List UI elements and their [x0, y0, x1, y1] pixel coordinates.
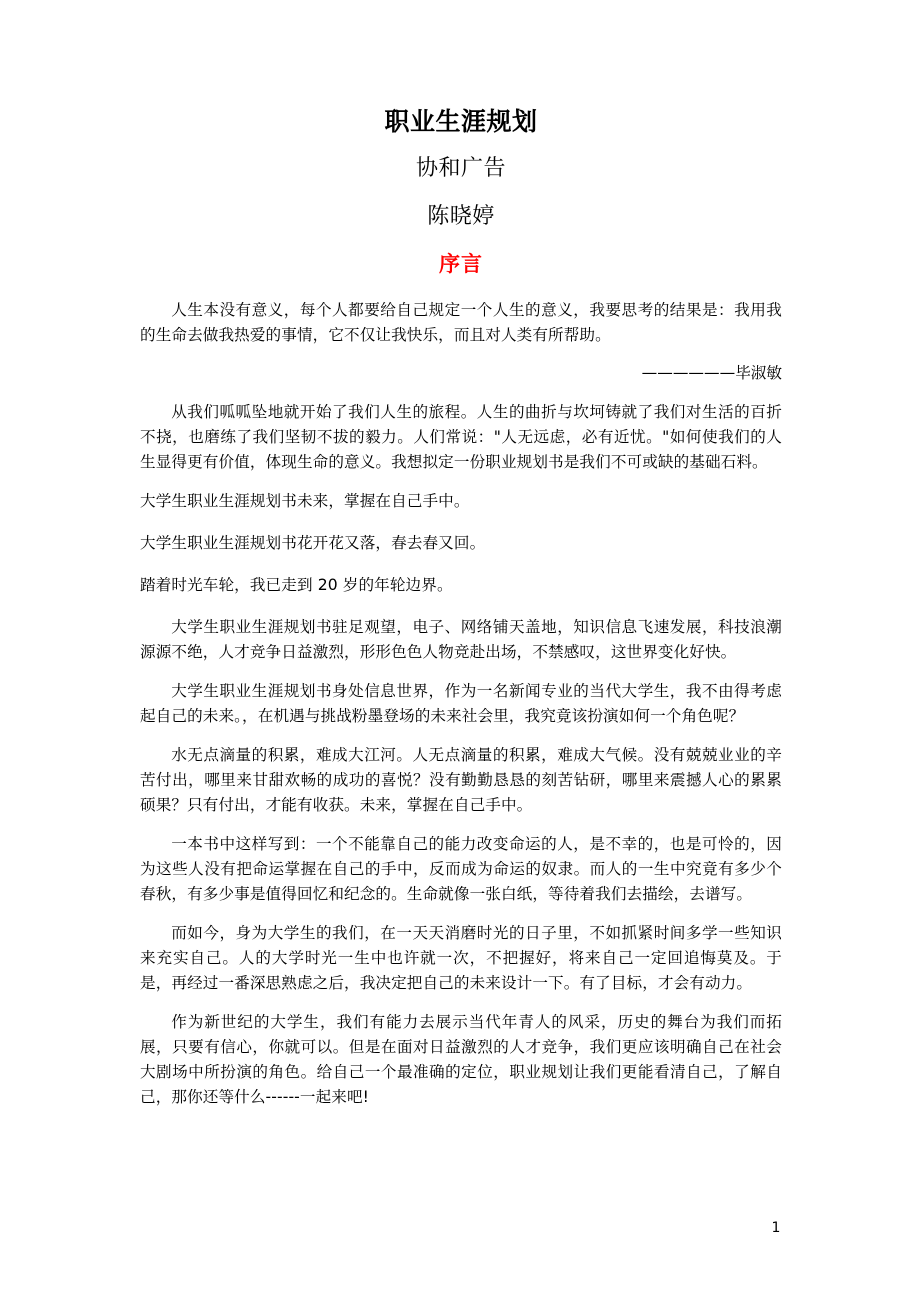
body-paragraph-10: 作为新世纪的大学生，我们有能力去展示当代年青人的风采，历史的舞台为我们而拓展，只要有信心，你就可以。但是在面对日益激烈的人才竞争，我们更应该明确自己在社会大剧场中所扮演的角色。给自己一个最准确的定位，职业规划让我们更能看清自己，了解自己，那你还等什么------一起来吧!: [140, 1013, 782, 1106]
page-number: 1: [771, 1220, 781, 1236]
body-paragraph-1: 从我们呱呱坠地就开始了我们人生的旅程。人生的曲折与坎坷铸就了我们对生活的百折不挠，也磨练了我们坚韧不拔的毅力。人们常说："人无远虑，必有近忧。"如何使我们的人生显得更有价值，体现生命的意义。我想拟定一份职业规划书是我们不可或缺的基础石料。: [140, 403, 782, 471]
paragraph-spacer: [140, 672, 782, 679]
paragraph-spacer: [140, 1003, 782, 1010]
paragraph-spacer: [140, 605, 782, 615]
body-paragraph-5: 大学生职业生涯规划书驻足观望，电子、网络铺天盖地，知识信息飞速发展，科技浪潮源源不绝，人才竞争日益激烈，形形色色人物竞赴出场，不禁感叹，这世界变化好快。: [140, 618, 782, 661]
paragraph-spacer: [140, 825, 782, 832]
quote-attribution: ——————毕淑敏: [641, 364, 782, 382]
paragraph-spacer: [140, 914, 782, 921]
page-title: 职业生涯规划: [384, 107, 538, 136]
body-paragraph-2: 大学生职业生涯规划书未来，掌握在自己手中。: [140, 492, 470, 510]
body-paragraph-6: 大学生职业生涯规划书身处信息世界，作为一名新闻专业的当代大学生，我不由得考虑起自己的未来。，在机遇与挑战粉墨登场的未来社会里，我究竟该扮演如何一个角色呢？: [140, 682, 782, 725]
document-content: [140, 104, 782, 1117]
paragraph-spacer: [140, 563, 782, 573]
body-paragraph-9: 而如今，身为大学生的我们，在一天天消磨时光的日子里，不如抓紧时间多学一些知识来充实自己。人的大学时光一生中也许就一次，不把握好，将来自己一定回追悔莫及。于是，再经过一番深思熟虑之后，我决定把自己的未来设计一下。有了目标，才会有动力。: [140, 924, 782, 992]
body-paragraph-4: 踏着时光车轮，我已走到 20 岁的年轮边界。: [140, 576, 453, 594]
body-paragraph-7: 水无点滴量的积累，难成大江河。人无点滴量的积累，难成大气候。没有兢兢业业的辛苦付出，哪里来甘甜欢畅的成功的喜悦？没有勤勤恳恳的刻苦钻研，哪里来震撼人心的累累硕果？只有付出，才能有收获。未来，掌握在自己手中。: [140, 746, 782, 814]
paragraph-spacer: [140, 482, 782, 489]
section-heading-preface: 序言: [439, 252, 483, 276]
paragraph-spacer: [140, 521, 782, 531]
document-author: 陈晓婷: [427, 204, 495, 229]
quote-paragraph: 人生本没有意义，每个人都要给自己规定一个人生的意义，我要思考的结果是：我用我的生命去做我热爱的事情，它不仅让我快乐，而且对人类有所帮助。: [140, 301, 782, 344]
body-paragraph-3: 大学生职业生涯规划书花开花又落，春去春又回。: [140, 534, 486, 552]
document-subtitle: 协和广告: [415, 156, 506, 181]
body-paragraph-8: 一本书中这样写到：一个不能靠自己的能力改变命运的人，是不幸的，也是可怜的，因为这些人没有把命运掌握在自己的手中，反而成为命运的奴隶。而人的一生中究竟有多少个春秋，有多少事是值得回忆和纪念的。生命就像一张白纸，等待着我们去描绘，去谱写。: [140, 835, 782, 903]
paragraph-spacer: [140, 736, 782, 743]
